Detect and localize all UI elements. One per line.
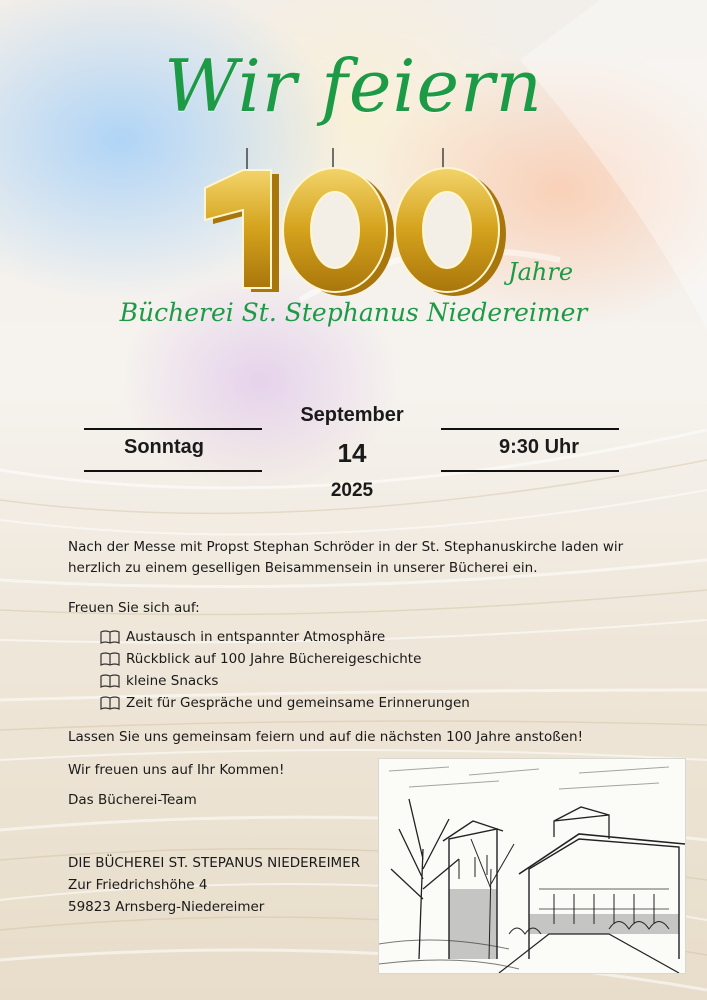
- list-item-text: Rückblick auf 100 Jahre Büchereigeschichte: [126, 651, 422, 667]
- anniversary-unit: Jahre: [508, 258, 574, 286]
- candle-digit-1: [205, 170, 279, 292]
- library-sketch-drawing: [379, 759, 685, 973]
- address-street: Zur Friedrichshöhe 4: [68, 877, 208, 893]
- event-day: 14: [337, 438, 367, 468]
- event-month: September: [300, 404, 404, 426]
- anniversary-candles: [185, 148, 515, 298]
- intro-paragraph: Nach der Messe mit Propst Stephan Schröder in der St. Stephanuskirche laden wir herzlich zu einem geselligen Beisammensein in unserer Bücherei ein.: [68, 539, 624, 576]
- list-item: [100, 626, 620, 648]
- event-weekday: Sonntag: [124, 436, 204, 458]
- list-item: [100, 670, 620, 692]
- open-book-icon: [100, 652, 120, 666]
- list-item-text: Austausch in entspannter Atmosphäre: [126, 629, 386, 645]
- candle-digit-0-first: [283, 168, 394, 296]
- open-book-icon: [100, 696, 120, 710]
- address-block: [68, 852, 388, 918]
- date-rule-left-bottom: [84, 470, 262, 472]
- date-rule-left-top: [84, 428, 262, 430]
- highlights-list: [100, 626, 620, 714]
- closing-line-welcome: Wir freuen uns auf Ihr Kommen!: [68, 762, 285, 778]
- candle-digit-0-second: [395, 168, 506, 296]
- date-rule-right-bottom: [441, 470, 619, 472]
- open-book-icon: [100, 630, 120, 644]
- list-item-text: Zeit für Gespräche und gemeinsame Erinnerungen: [126, 695, 470, 711]
- address-name: DIE BÜCHEREI ST. STEPANUS NIEDEREIMER: [68, 855, 361, 871]
- library-name: Bücherei St. Stephanus Niedereimer: [119, 298, 588, 327]
- list-item: [100, 692, 620, 714]
- library-sketch-image: [378, 758, 686, 974]
- open-book-icon: [100, 674, 120, 688]
- list-item-text: kleine Snacks: [126, 673, 219, 689]
- address-city: 59823 Arnsberg-Niedereimer: [68, 899, 265, 915]
- signature-team: Das Bücherei-Team: [68, 792, 197, 808]
- event-time: 9:30 Uhr: [498, 436, 580, 458]
- list-item: [100, 648, 620, 670]
- date-rule-right-top: [441, 428, 619, 430]
- event-year: 2025: [330, 480, 374, 501]
- headline: Wir feiern: [164, 44, 543, 128]
- closing-line-celebrate: Lassen Sie uns gemeinsam feiern und auf die nächsten 100 Jahre anstoßen!: [68, 729, 583, 745]
- list-heading: Freuen Sie sich auf:: [68, 600, 200, 616]
